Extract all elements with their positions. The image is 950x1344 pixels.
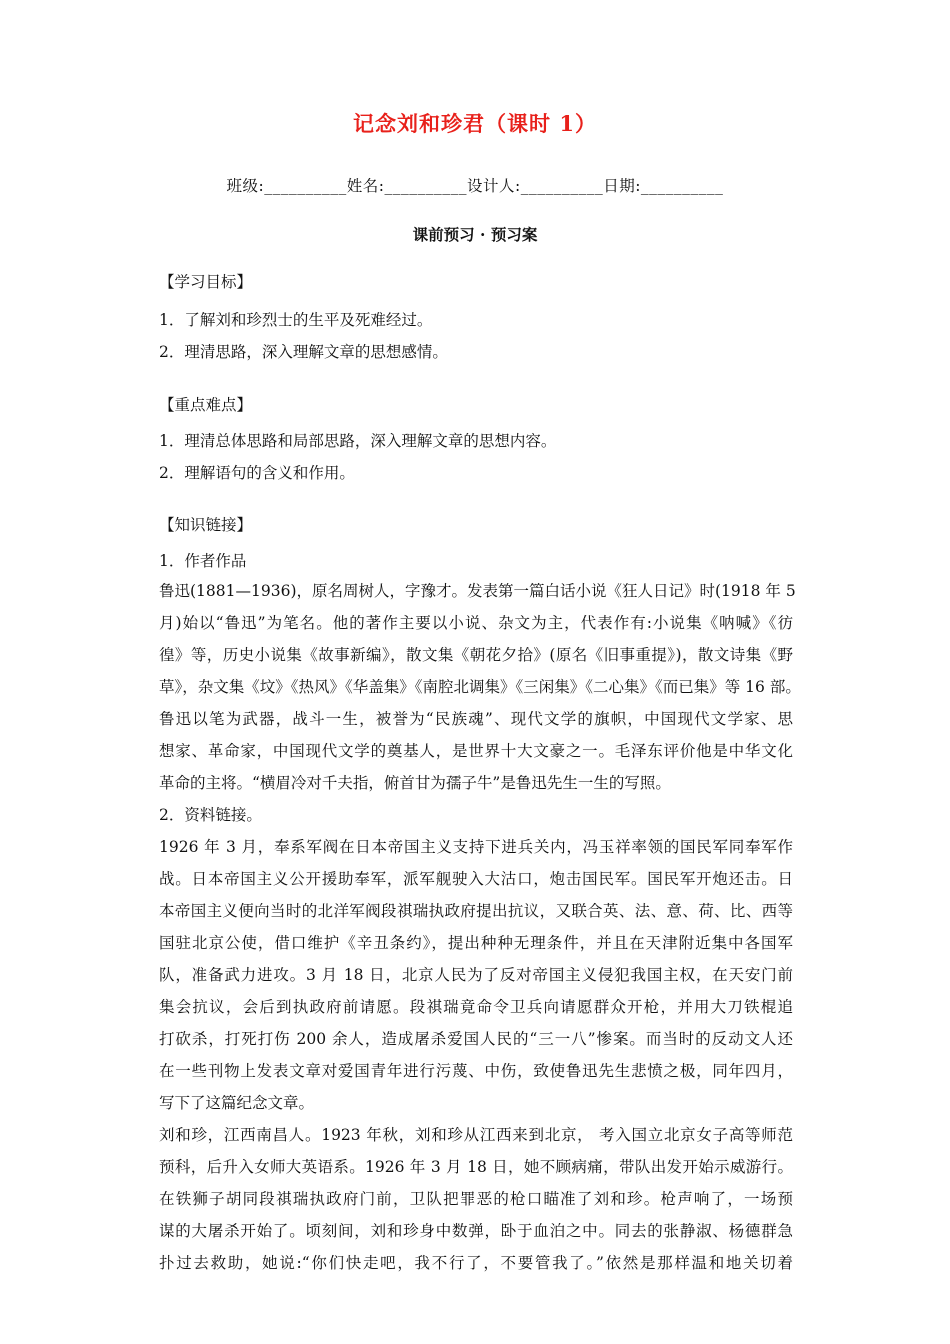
knowledge-subheading: 1．作者作品 [159,552,247,570]
section-subheading: 课前预习 · 预习案 [412,225,538,244]
author-paragraph-line: 鲁迅(1881—1936)，原名周树人，字豫才。发表第一篇白话小说《狂人日记》时(1918 年 5 [159,582,796,600]
objective-item: 1．了解刘和珍烈士的生平及死难经过。 [159,311,433,329]
background-paragraph-line: 集会抗议，会后到执政府前请愿。段祺瑞竟命令卫兵向请愿群众开枪，并用大刀铁棍追 [159,998,793,1016]
biography-paragraph-line: 扑过去救助，她说:“你们快走吧，我不行了，不要管我了。”依然是那样温和地关切着 [159,1254,793,1272]
objective-item: 2．理清思路，深入理解文章的思想感情。 [159,343,448,361]
author-paragraph-line: 草》，杂文集《坟》《热风》《华盖集》《南腔北调集》《三闲集》《二心集》《而已集》等 16 部。 [159,678,801,696]
author-paragraph-line: 想家、革命家，中国现代文学的奠基人，是世界十大文豪之一。毛泽东评价他是中华文化 [159,742,793,760]
author-paragraph-line: 月)始以“鲁迅”为笔名。他的著作主要以小说、杂文为主，代表作有:小说集《呐喊》《彷 [159,614,793,632]
key-point-item: 1．理清总体思路和局部思路，深入理解文章的思想内容。 [159,432,557,450]
biography-paragraph-line: 刘和珍，江西南昌人。1923 年秋，刘和珍从江西来到北京， 考入国立北京女子高等师范 [159,1126,793,1144]
doc-title: 记念刘和珍君（课时 1） [353,111,597,136]
background-paragraph-line: 战。日本帝国主义公开援助奉军，派军舰驶入大沽口，炮击国民军。国民军开炮还击。日 [159,870,793,888]
background-paragraph-line: 在一些刊物上发表文章对爱国青年进行污蔑、中伤，致使鲁迅先生悲愤之极，同年四月， [159,1062,793,1080]
student-info-line: 班级:__________姓名:__________设计人:__________日期:__________ [226,177,724,195]
biography-paragraph-line: 预科，后升入女师大英语系。1926 年 3 月 18 日，她不顾病痛，带队出发开始示威游行。 [159,1158,793,1176]
background-paragraph-line: 国驻北京公使，借口维护《辛丑条约》，提出种种无理条件，并且在天津附近集中各国军 [159,934,793,952]
knowledge-heading: 【知识链接】 [159,516,253,534]
background-paragraph-line: 本帝国主义便向当时的北洋军阀段祺瑞执政府提出抗议，又联合英、法、意、荷、比、西等 [159,902,793,920]
knowledge-subheading: 2．资料链接。 [159,806,262,824]
background-paragraph-line: 队，准备武力进攻。3 月 18 日，北京人民为了反对帝国主义侵犯我国主权，在天安门前 [159,966,793,984]
objectives-heading: 【学习目标】 [159,273,253,291]
biography-paragraph-line: 谋的大屠杀开始了。顷刻间，刘和珍身中数弹，卧于血泊之中。同去的张静淑、杨德群急 [159,1222,793,1240]
background-paragraph-line: 打砍杀，打死打伤 200 余人，造成屠杀爱国人民的“三一八”惨案。而当时的反动文人还 [159,1030,793,1048]
biography-paragraph-line: 在铁狮子胡同段祺瑞执政府门前，卫队把罪恶的枪口瞄准了刘和珍。枪声响了，一场预 [159,1190,793,1208]
author-paragraph-line: 革命的主将。“横眉冷对千夫指，俯首甘为孺子牛”是鲁迅先生一生的写照。 [159,774,671,792]
author-paragraph-line: 鲁迅以笔为武器，战斗一生，被誉为“民族魂”、现代文学的旗帜，中国现代文学家、思 [159,710,793,728]
key-points-heading: 【重点难点】 [159,396,253,414]
background-paragraph-line: 1926 年 3 月，奉系军阀在日本帝国主义支持下进兵关内，冯玉祥率领的国民军同奉军作 [159,838,793,856]
key-point-item: 2．理解语句的含义和作用。 [159,464,355,482]
background-paragraph-line: 写下了这篇纪念文章。 [159,1094,315,1112]
author-paragraph-line: 徨》等，历史小说集《故事新编》，散文集《朝花夕拾》(原名《旧事重提》)，散文诗集《野 [159,646,793,664]
